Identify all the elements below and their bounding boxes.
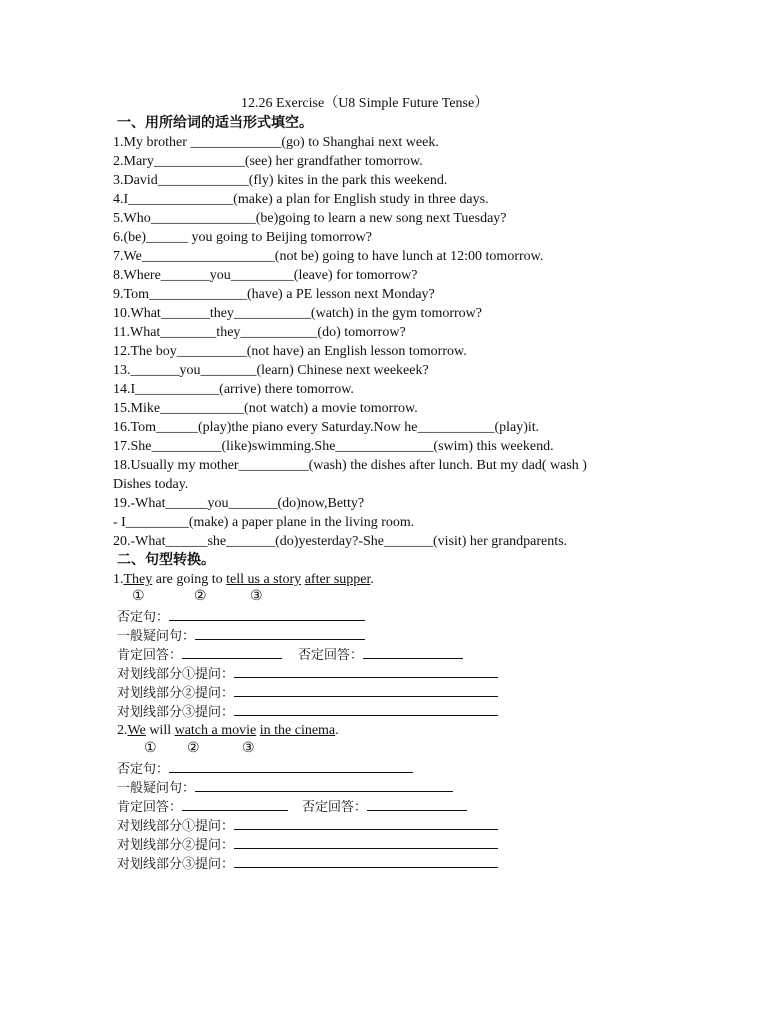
general-question-row (117, 626, 365, 645)
underline-markers (0, 588, 768, 606)
general-question-row (117, 778, 453, 797)
row-label: 对划线部分③提问： (117, 704, 235, 719)
sentence-text: . (335, 723, 339, 738)
answer-blank[interactable] (234, 665, 498, 678)
fill-item: 6.(be)______ you going to Beijing tomorrow? (113, 230, 372, 245)
fill-item: 12.The boy__________(not have) an English lesson tomorrow. (113, 344, 467, 359)
fill-item: 19.-What______you_______(do)now,Betty? (113, 496, 365, 511)
fill-item: 15.Mike____________(not watch) a movie tomorrow. (113, 401, 418, 416)
row-label: 对划线部分②提问： (117, 837, 235, 852)
fill-item: 11.What________they___________(do) tomorrow? (113, 325, 406, 340)
answer-row (117, 797, 467, 816)
underline-markers (0, 740, 768, 758)
sentence-text: will (145, 723, 175, 738)
sentence-number: 1. (113, 572, 124, 587)
section1-heading: 一、用所给词的适当形式填空。 (117, 116, 313, 131)
row-label: 否定回答： (302, 799, 368, 814)
answer-blank[interactable] (363, 646, 463, 659)
ask-row-2 (117, 683, 498, 702)
fill-item: 7.We___________________(not be) going to have lunch at 12:00 tomorrow. (113, 249, 544, 264)
fill-item: 16.Tom______(play)the piano every Saturday.Now he___________(play)it. (113, 420, 540, 435)
fill-item: 1.My brother _____________(go) to Shanghai next week. (113, 135, 439, 150)
row-label: 肯定回答： (117, 799, 183, 814)
transform-sentence-1 (113, 570, 374, 589)
marker-1: ① (144, 741, 157, 756)
row-label: 否定句： (117, 761, 170, 776)
row-label: 一般疑问句： (117, 780, 196, 795)
row-label: 对划线部分③提问： (117, 856, 235, 871)
row-label: 一般疑问句： (117, 628, 196, 643)
row-label: 对划线部分①提问： (117, 666, 235, 681)
ask-row-1 (117, 816, 498, 835)
underlined-part-3: in the cinema (259, 723, 336, 738)
row-label: 对划线部分②提问： (117, 685, 235, 700)
negative-row (117, 759, 413, 778)
answer-blank[interactable] (195, 779, 453, 792)
answer-row (117, 645, 463, 664)
fill-item: 13._______you________(learn) Chinese next weekeek? (113, 363, 429, 378)
ask-row-2 (117, 835, 498, 854)
fill-item: 4.I_______________(make) a plan for English study in three days. (113, 192, 489, 207)
ask-row-1 (117, 664, 498, 683)
answer-blank[interactable] (234, 684, 498, 697)
underlined-part-3: after supper (304, 572, 371, 587)
fill-item: - I_________(make) a paper plane in the living room. (113, 515, 415, 530)
marker-3: ③ (242, 741, 255, 756)
fill-item: 17.She__________(like)swimming.She______________(swim) this weekend. (113, 439, 554, 454)
answer-blank[interactable] (234, 817, 498, 830)
ask-row-3 (117, 854, 498, 873)
sentence-text: are going to (152, 572, 227, 587)
fill-item: 8.Where_______you_________(leave) for tomorrow? (113, 268, 418, 283)
transform-sentence-2 (117, 721, 339, 740)
fill-item: 20.-What______she_______(do)yesterday?-She_______(visit) her grandparents. (113, 534, 568, 549)
worksheet-title: 12.26 Exercise（U8 Simple Future Tense） (241, 96, 489, 111)
marker-3: ③ (250, 589, 263, 604)
negative-row (117, 607, 365, 626)
row-label: 否定回答： (298, 647, 364, 662)
fill-item: 2.Mary_____________(see) her grandfather tomorrow. (113, 154, 423, 169)
answer-blank[interactable] (195, 627, 365, 640)
answer-blank[interactable] (182, 798, 288, 811)
sentence-number: 2. (117, 723, 128, 738)
underlined-part-1: They (123, 572, 153, 587)
fill-item: 9.Tom______________(have) a PE lesson next Monday? (113, 287, 435, 302)
row-label: 对划线部分①提问： (117, 818, 235, 833)
underlined-part-1: We (127, 723, 146, 738)
marker-1: ① (132, 589, 145, 604)
underlined-part-2: watch a movie (174, 723, 257, 738)
section2-heading: 二、句型转换。 (117, 553, 215, 568)
marker-2: ② (194, 589, 207, 604)
fill-item: 10.What_______they___________(watch) in the gym tomorrow? (113, 306, 482, 321)
answer-blank[interactable] (234, 836, 498, 849)
marker-2: ② (187, 741, 200, 756)
answer-blank[interactable] (169, 760, 413, 773)
answer-blank[interactable] (367, 798, 467, 811)
fill-item: 5.Who_______________(be)going to learn a new song next Tuesday? (113, 211, 507, 226)
row-label: 肯定回答： (117, 647, 183, 662)
row-label: 否定句： (117, 609, 170, 624)
underlined-part-2: tell us a story (226, 572, 302, 587)
fill-item: 18.Usually my mother__________(wash) the dishes after lunch. But my dad( wash ) (113, 458, 587, 473)
answer-blank[interactable] (182, 646, 282, 659)
fill-item: 14.I____________(arrive) there tomorrow. (113, 382, 354, 397)
fill-item-continued: Dishes today. (113, 477, 189, 492)
answer-blank[interactable] (169, 608, 365, 621)
ask-row-3 (117, 702, 498, 721)
sentence-text: . (370, 572, 374, 587)
answer-blank[interactable] (234, 855, 498, 868)
answer-blank[interactable] (234, 703, 498, 716)
fill-item: 3.David_____________(fly) kites in the park this weekend. (113, 173, 448, 188)
